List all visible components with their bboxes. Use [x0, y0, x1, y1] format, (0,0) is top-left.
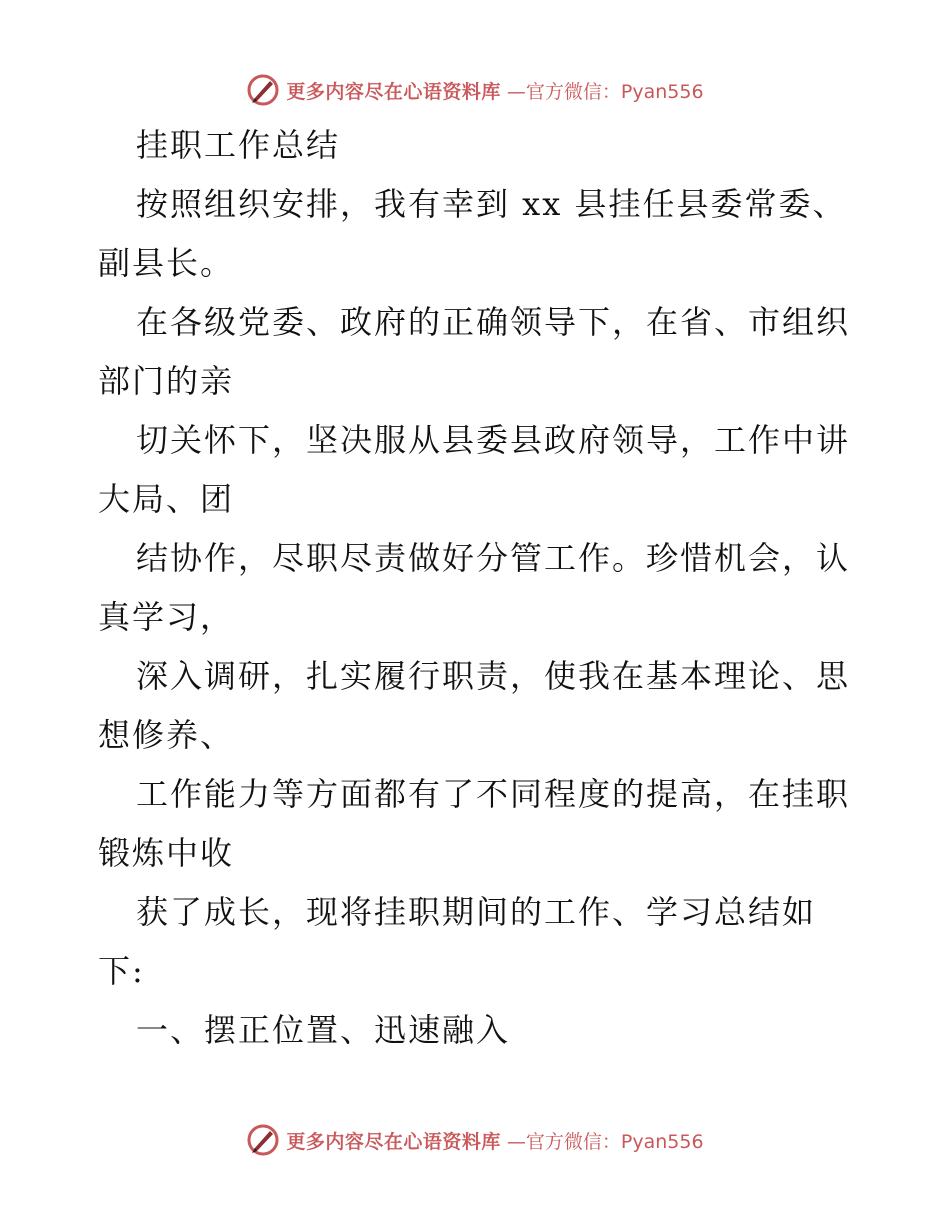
paragraph: 按照组织安排，我有幸到 xx 县挂任县委常委、副县长。	[98, 185, 847, 282]
paragraph: 工作能力等方面都有了不同程度的提高，在挂职锻炼中收	[98, 775, 851, 872]
document-body	[98, 116, 858, 1060]
watermark-sub-text: —官方微信：Pyan556	[506, 1130, 704, 1153]
watermark-sub-text: —官方微信：Pyan556	[506, 80, 704, 103]
paragraph: 结协作，尽职尽责做好分管工作。珍惜机会，认真学习，	[98, 539, 851, 636]
paragraph: 切关怀下，坚决服从县委县政府领导，工作中讲大局、团	[98, 421, 851, 518]
watermark-main-text: 更多内容尽在心语资料库	[286, 1130, 501, 1153]
footer-watermark	[0, 1120, 950, 1160]
watermark-main-text: 更多内容尽在心语资料库	[286, 80, 501, 103]
paragraph: 获了成长，现将挂职期间的工作、学习总结如下:	[98, 893, 817, 990]
paragraph: 在各级党委、政府的正确领导下，在省、市组织部门的亲	[98, 303, 851, 400]
header-watermark	[0, 70, 950, 110]
quill-pen-logo-icon	[246, 1123, 280, 1157]
section-heading: 一、摆正位置、迅速融入	[136, 1011, 511, 1049]
paragraph: 深入调研，扎实履行职责，使我在基本理论、思想修养、	[98, 657, 851, 754]
quill-pen-logo-icon	[246, 73, 280, 107]
document-title: 挂职工作总结	[136, 126, 341, 164]
